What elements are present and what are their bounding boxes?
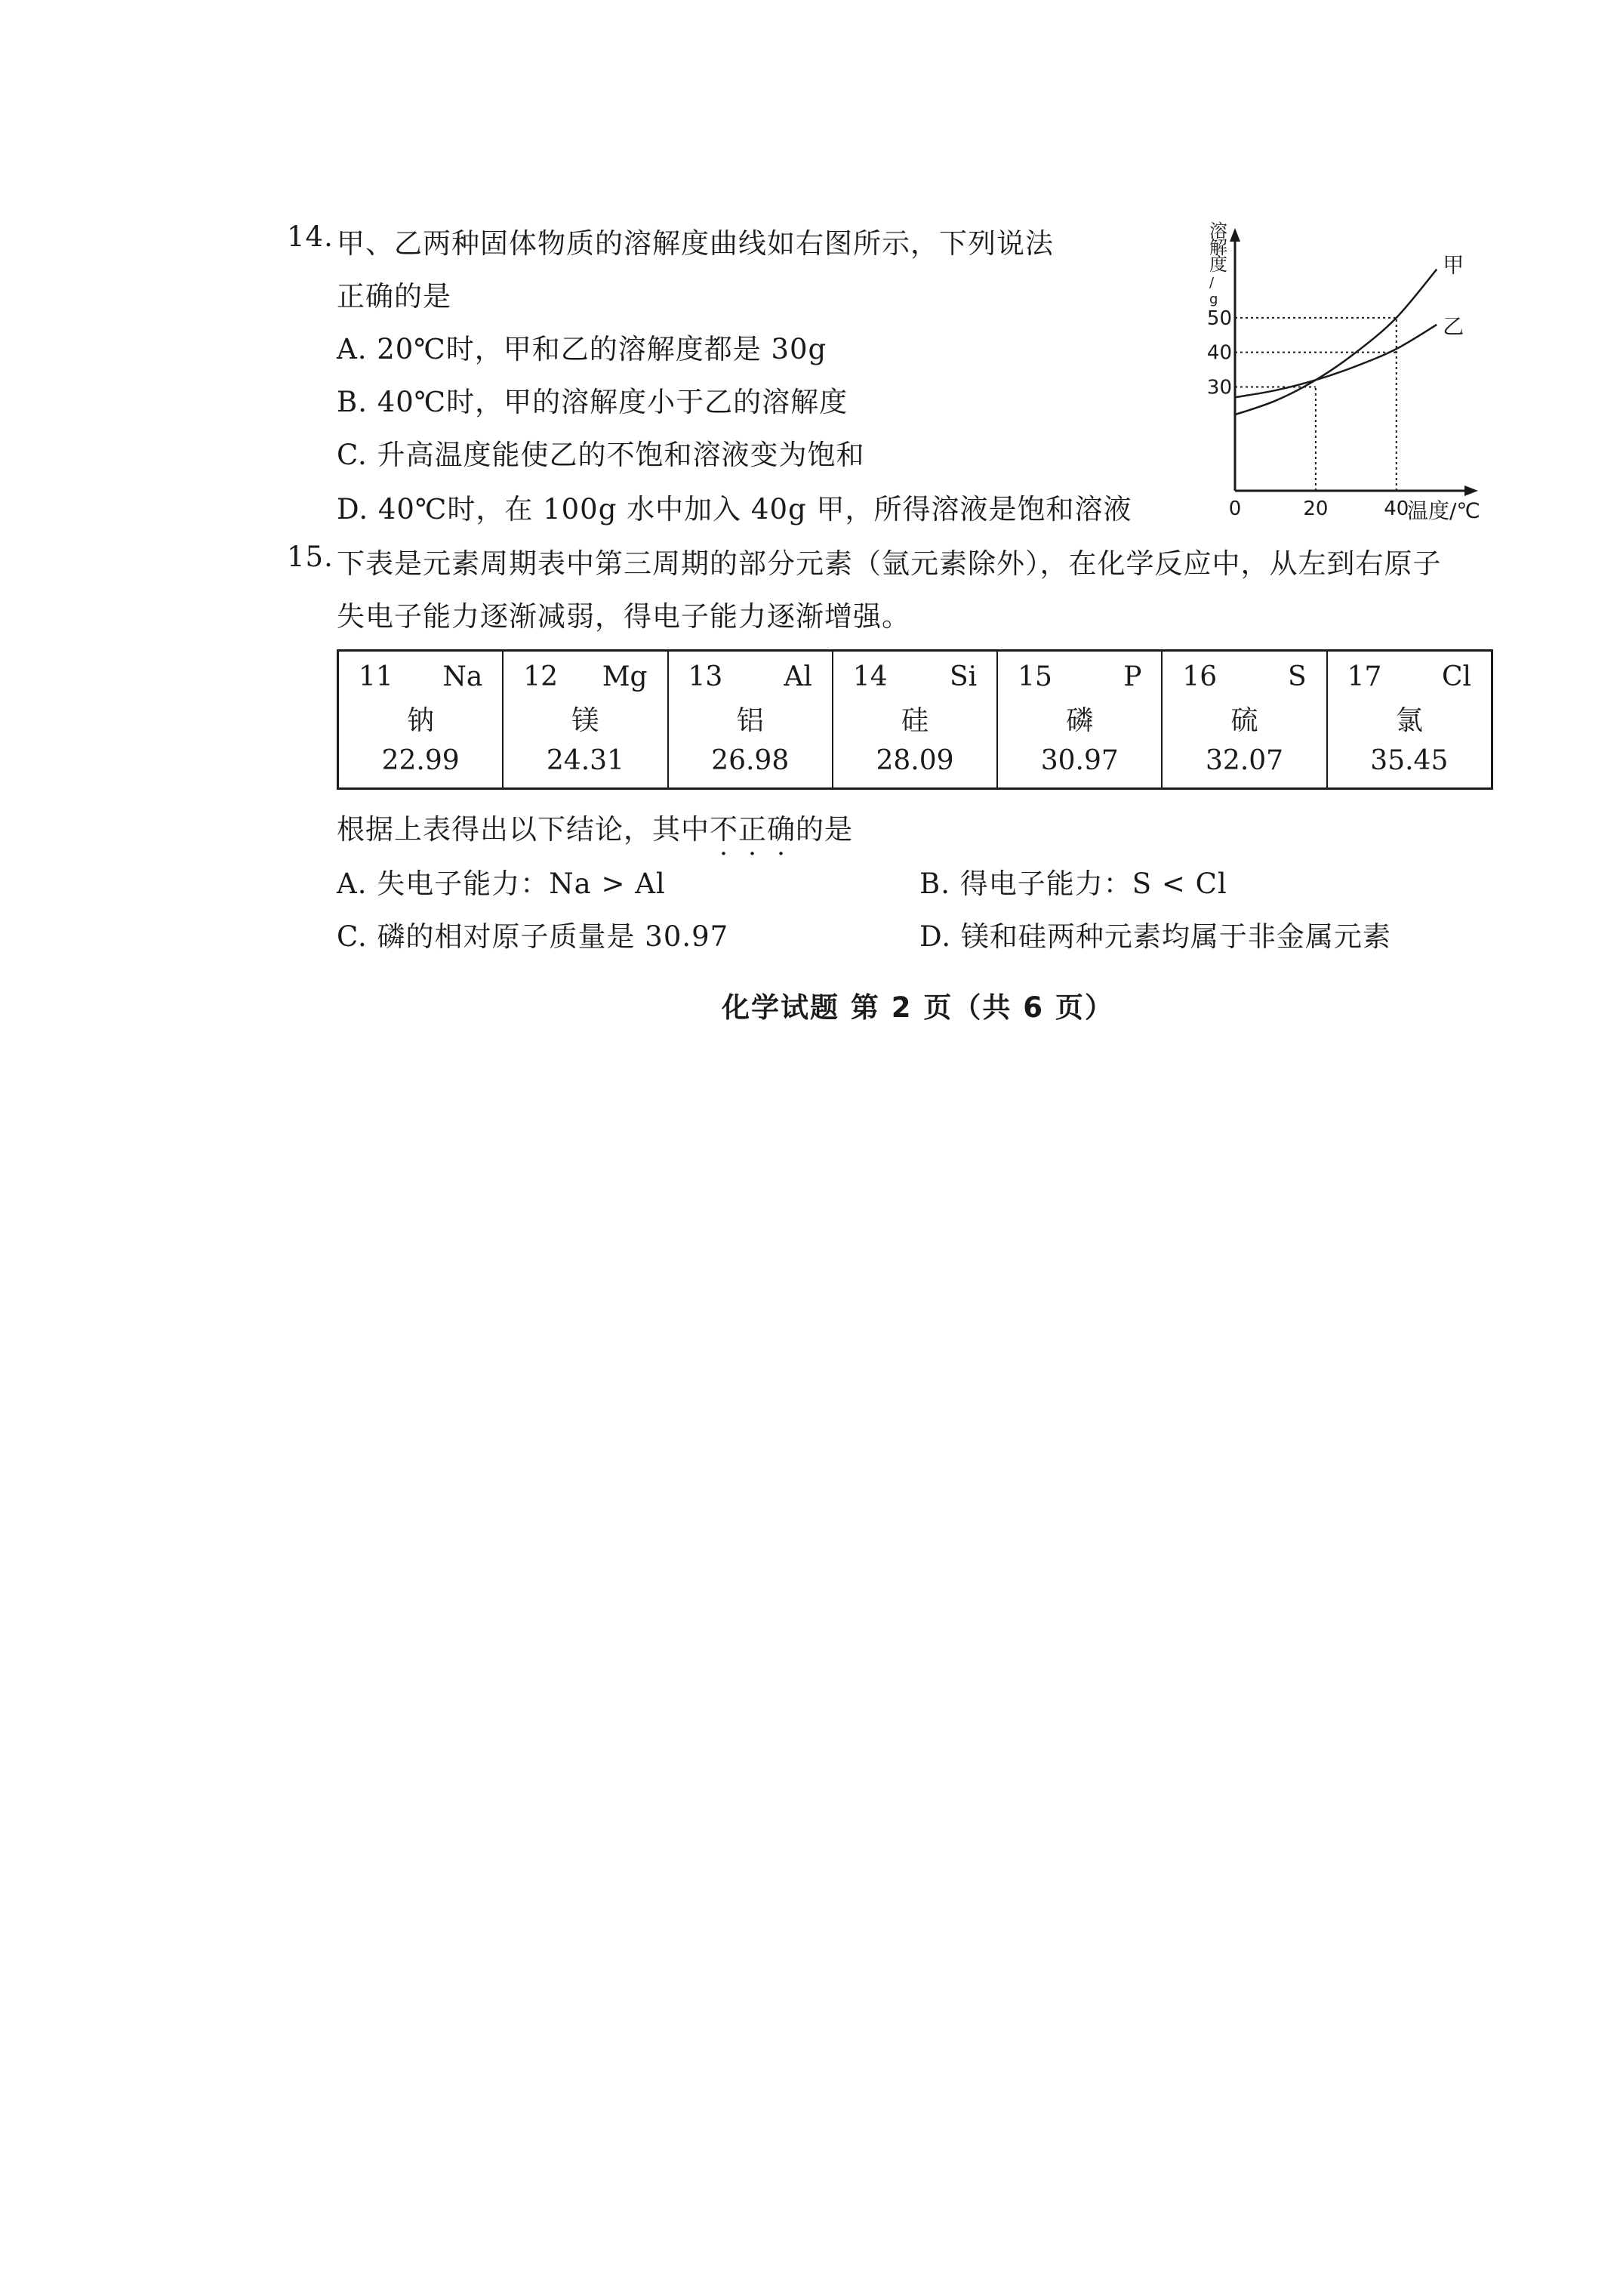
element-cell bbox=[339, 652, 504, 787]
conclusion-prefix: 根据上表得出以下结论，其中 bbox=[337, 813, 710, 846]
element-mass: 26.98 bbox=[711, 745, 790, 777]
element-name: 磷 bbox=[1066, 705, 1094, 737]
element-cell bbox=[504, 652, 668, 787]
element-name: 钠 bbox=[407, 705, 435, 737]
element-number: 12 bbox=[523, 661, 559, 692]
element-symbol: Mg bbox=[602, 661, 648, 692]
element-cell bbox=[833, 652, 998, 787]
element-symbol: P bbox=[1123, 661, 1142, 692]
element-name: 硅 bbox=[901, 705, 929, 737]
element-symbol: Na bbox=[442, 661, 483, 692]
conclusion-suffix: 的是 bbox=[796, 813, 853, 846]
element-header bbox=[688, 661, 812, 692]
element-header bbox=[853, 661, 977, 692]
reference-lines bbox=[1235, 318, 1397, 491]
element-number: 11 bbox=[358, 661, 393, 692]
element-symbol: Si bbox=[949, 661, 978, 692]
x-axis-label: 温度/℃ bbox=[1407, 498, 1480, 521]
y-axis-label-char: 溶 bbox=[1209, 220, 1227, 242]
emphasis-char-1: 不 bbox=[710, 813, 738, 846]
element-header bbox=[523, 661, 647, 692]
element-number: 13 bbox=[688, 661, 723, 692]
element-cell bbox=[1328, 652, 1491, 787]
element-mass: 28.09 bbox=[876, 745, 954, 777]
series-lines bbox=[1235, 253, 1464, 415]
q14-stem-line1: 甲、乙两种固体物质的溶解度曲线如右图所示，下列说法 bbox=[337, 227, 1054, 260]
element-cell bbox=[669, 652, 833, 787]
element-number: 16 bbox=[1182, 661, 1218, 692]
y-tick-label: 40 bbox=[1206, 341, 1232, 365]
q14-option-d: D. 40℃时，在 100g 水中加入 40g 甲，所得溶液是饱和溶液 bbox=[337, 493, 1132, 525]
element-header bbox=[1347, 661, 1471, 692]
q15-stem-line1: 下表是元素周期表中第三周期的部分元素（氩元素除外），在化学反应中，从左到右原子 bbox=[337, 547, 1442, 580]
q14-stem-line2: 正确的是 bbox=[337, 280, 451, 313]
page-footer: 化学试题 第 2 页（共 6 页） bbox=[722, 991, 1114, 1024]
q15-option-d: D. 镁和硅两种元素均属于非金属元素 bbox=[919, 920, 1391, 953]
element-number: 15 bbox=[1018, 661, 1052, 692]
solubility-chart bbox=[1205, 219, 1507, 521]
q15-option-b: B. 得电子能力：S < Cl bbox=[919, 868, 1227, 900]
element-mass: 32.07 bbox=[1206, 745, 1284, 777]
x-tick-label: 0 bbox=[1228, 498, 1242, 520]
emphasis-char-2: 正 bbox=[738, 813, 767, 846]
element-symbol: Cl bbox=[1441, 661, 1471, 692]
q15-option-c: C. 磷的相对原子质量是 30.97 bbox=[337, 920, 729, 953]
y-tick-label: 50 bbox=[1206, 307, 1232, 330]
element-symbol: Al bbox=[784, 661, 812, 692]
x-tick-label: 20 bbox=[1303, 498, 1329, 520]
y-axis-label-char: 度 bbox=[1209, 254, 1227, 275]
periodic-table-row bbox=[337, 649, 1493, 790]
y-axis-label-char: g bbox=[1209, 291, 1218, 307]
element-number: 14 bbox=[852, 661, 888, 692]
x-tick-label: 40 bbox=[1384, 498, 1409, 520]
element-mass: 30.97 bbox=[1040, 745, 1119, 777]
series-label: 甲 bbox=[1443, 252, 1464, 278]
q15-option-a: A. 失电子能力：Na > Al bbox=[337, 868, 666, 900]
q15-number: 15. bbox=[287, 541, 334, 573]
series-line-1 bbox=[1235, 325, 1437, 397]
element-symbol: S bbox=[1288, 661, 1307, 692]
y-axis-arrow bbox=[1230, 228, 1240, 242]
element-header bbox=[1182, 661, 1306, 692]
element-name: 镁 bbox=[571, 705, 599, 737]
element-cell bbox=[998, 652, 1163, 787]
q15-conclusion bbox=[337, 806, 853, 847]
q14-option-b: B. 40℃时，甲的溶解度小于乙的溶解度 bbox=[337, 386, 848, 418]
element-name: 铝 bbox=[736, 705, 764, 737]
element-cell bbox=[1163, 652, 1327, 787]
series-label: 乙 bbox=[1443, 314, 1464, 339]
element-mass: 22.99 bbox=[381, 745, 460, 777]
y-axis-label-char: 解 bbox=[1209, 237, 1227, 258]
element-mass: 35.45 bbox=[1370, 745, 1449, 777]
emphasis-char-3: 确 bbox=[767, 813, 796, 846]
element-header bbox=[359, 661, 482, 692]
element-name: 氯 bbox=[1395, 705, 1423, 737]
y-axis-label bbox=[1209, 220, 1227, 307]
x-axis-arrow bbox=[1464, 485, 1478, 496]
y-tick-label: 30 bbox=[1206, 376, 1232, 399]
q15-stem-line2: 失电子能力逐渐减弱，得电子能力逐渐增强。 bbox=[337, 600, 910, 633]
element-number: 17 bbox=[1347, 661, 1382, 692]
element-name: 硫 bbox=[1230, 705, 1258, 737]
y-axis-label-char: / bbox=[1209, 275, 1215, 291]
q14-option-c: C. 升高温度能使乙的不饱和溶液变为饱和 bbox=[337, 439, 865, 471]
q14-number: 14. bbox=[287, 220, 334, 253]
element-header bbox=[1018, 661, 1141, 692]
element-mass: 24.31 bbox=[546, 745, 624, 777]
q14-option-a: A. 20℃时，甲和乙的溶解度都是 30g bbox=[337, 333, 827, 365]
chart-axes bbox=[1230, 228, 1478, 496]
